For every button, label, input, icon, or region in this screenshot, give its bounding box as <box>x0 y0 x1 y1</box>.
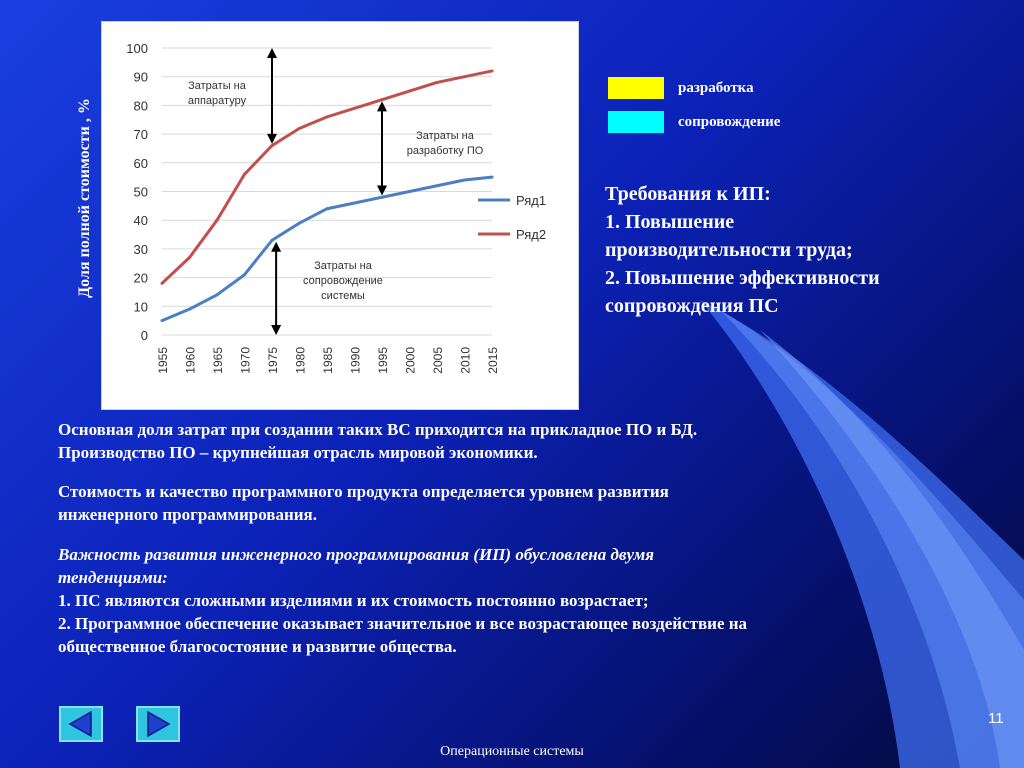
paragraph-line: Основная доля затрат при создании таких ВС приходится на прикладное ПО и БД. <box>58 420 698 439</box>
y-tick-label: 40 <box>133 213 148 229</box>
y-tick-label: 0 <box>140 328 148 343</box>
y-tick-label: 80 <box>133 98 148 114</box>
y-tick-label: 60 <box>133 155 148 171</box>
data-point <box>271 239 274 242</box>
paragraph-1 <box>58 418 998 464</box>
arrow-left-icon <box>61 708 101 740</box>
data-point <box>353 107 356 110</box>
legend-label-development: разработка <box>678 79 754 96</box>
data-point <box>381 98 384 101</box>
x-tick-label: 1965 <box>211 347 225 374</box>
arrow-head <box>267 48 277 58</box>
requirements-line: 1. Повышение <box>605 211 735 233</box>
chart-svg <box>102 22 578 409</box>
legend-label: Ряд2 <box>516 227 547 242</box>
data-point <box>271 144 274 147</box>
requirements-line: производительности труда; <box>605 239 853 261</box>
x-tick-label: 1995 <box>376 347 390 374</box>
data-point <box>408 190 411 193</box>
y-tick-label: 70 <box>133 127 148 143</box>
arrow-head <box>271 325 281 335</box>
data-point <box>188 256 191 259</box>
x-tick-label: 1985 <box>321 347 335 374</box>
x-tick-label: 2000 <box>403 347 418 374</box>
y-tick-labels <box>126 41 148 343</box>
y-tick-label: 10 <box>133 299 148 315</box>
legend-development <box>608 77 754 99</box>
y-tick-label: 100 <box>126 41 148 56</box>
annotation-text: системы <box>321 290 365 302</box>
annotation-text: сопровождение <box>303 275 383 287</box>
paragraph-line: общественное благосостояние и развитие общества. <box>58 637 457 656</box>
x-tick-label: 2015 <box>486 347 500 374</box>
data-point <box>326 115 329 118</box>
arrow-head <box>271 242 281 252</box>
data-point <box>491 69 494 72</box>
data-point <box>161 282 164 285</box>
x-tick-label: 1960 <box>183 347 198 374</box>
data-point <box>436 81 439 84</box>
data-point <box>463 179 466 182</box>
paragraph-line: 2. Программное обеспечение оказывает значительное и все возрастающее воздействие на <box>58 614 748 633</box>
requirements-line: сопровождения ПС <box>605 295 779 317</box>
cost-chart <box>101 21 579 410</box>
data-point <box>298 127 301 130</box>
data-point <box>381 196 384 199</box>
data-point <box>298 222 301 225</box>
x-tick-label: 1970 <box>238 347 253 374</box>
data-point <box>216 219 219 222</box>
x-tick-label: 1975 <box>266 347 280 374</box>
annotation-text: аппаратуру <box>187 95 247 107</box>
data-point <box>353 201 356 204</box>
legend-swatch-cyan <box>608 111 664 133</box>
data-point <box>216 293 219 296</box>
paragraph-2 <box>58 480 998 526</box>
paragraph-3 <box>58 543 998 658</box>
arrow-head <box>377 101 387 111</box>
paragraph-line: Стоимость и качество программного продукта определяется уровнем развития <box>58 482 669 501</box>
y-tick-label: 30 <box>133 241 148 257</box>
data-point <box>243 173 246 176</box>
previous-slide-button[interactable] <box>59 706 103 742</box>
page-number: 11 <box>988 710 1004 727</box>
paragraph-line: Производство ПО – крупнейшая отрасль мировой экономики. <box>58 443 538 462</box>
paragraph-line-italic: тенденциями: <box>58 568 168 587</box>
data-point <box>463 75 466 78</box>
y-tick-label: 50 <box>133 184 148 200</box>
x-tick-label: 1980 <box>293 347 308 374</box>
y-tick-label: 20 <box>133 270 148 286</box>
legend-label-maintenance: сопровождение <box>678 113 781 130</box>
data-point <box>161 319 164 322</box>
annotation-text: разработку ПО <box>406 145 484 157</box>
requirements-title: Требования к ИП: <box>605 183 771 205</box>
requirements-line: 2. Повышение эффективности <box>605 267 880 289</box>
data-point <box>188 308 191 311</box>
annotation-text: Затраты на <box>416 130 474 142</box>
data-point <box>243 273 246 276</box>
x-tick-labels <box>156 347 500 374</box>
x-tick-label: 2005 <box>431 347 445 374</box>
next-slide-button[interactable] <box>136 706 180 742</box>
legend-label: Ряд1 <box>516 193 547 208</box>
y-axis-title: Доля полной стоимости , % <box>76 98 93 298</box>
footer-title: Операционные системы <box>440 744 584 759</box>
data-point <box>436 184 439 187</box>
legend-swatch-yellow <box>608 77 664 99</box>
data-point <box>408 90 411 93</box>
data-point <box>326 207 329 210</box>
requirements-block <box>605 180 1005 320</box>
paragraph-line: инженерного программирования. <box>58 505 318 524</box>
paragraph-line-italic: Важность развития инженерного программирования (ИП) обусловлена двумя <box>58 545 655 564</box>
arrow-right-icon <box>138 708 178 740</box>
annotation-text: Затраты на <box>188 80 246 92</box>
arrow-head <box>377 186 387 196</box>
data-point <box>491 176 494 179</box>
x-tick-label: 2010 <box>458 347 473 374</box>
chart-legend <box>478 193 546 242</box>
legend-maintenance <box>608 111 780 133</box>
annotation-text: Затраты на <box>314 260 372 272</box>
x-tick-label: 1990 <box>348 347 363 374</box>
x-tick-label: 1955 <box>156 347 170 374</box>
y-tick-label: 90 <box>133 69 148 85</box>
paragraph-line: 1. ПС являются сложными изделиями и их стоимость постоянно возрастает; <box>58 591 649 610</box>
